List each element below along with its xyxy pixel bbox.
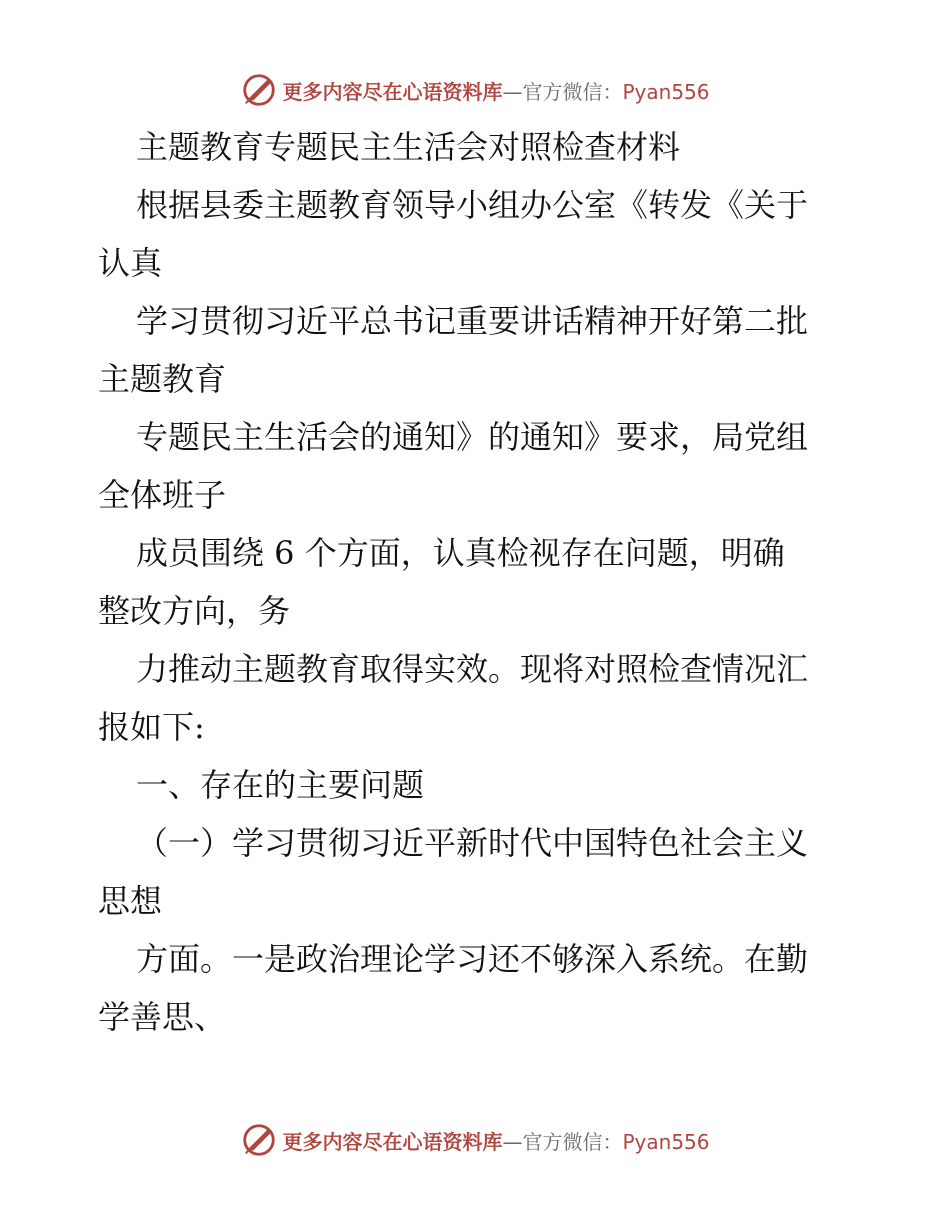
header-wechat-label: 官方微信： xyxy=(522,79,623,104)
header-dash: — xyxy=(502,79,523,104)
quill-logo-icon xyxy=(240,1121,278,1159)
footer-wechat-label: 官方微信： xyxy=(522,1129,623,1154)
text-line: 力推动主题教育取得实效。现将对照检查情况汇 xyxy=(136,650,809,688)
footer-wechat-id: Pyan556 xyxy=(622,1129,710,1154)
footer-banner xyxy=(0,1120,950,1160)
text-line: 报如下: xyxy=(98,708,205,746)
header-text xyxy=(282,76,709,105)
text-line: 专题民主生活会的通知》的通知》要求，局党组 xyxy=(136,418,809,456)
text-line: 一、存在的主要问题 xyxy=(136,766,425,804)
document-body xyxy=(98,118,858,1046)
header-banner xyxy=(0,70,950,110)
footer-dash: — xyxy=(502,1129,523,1154)
text-line: 根据县委主题教育领导小组办公室《转发《关于 xyxy=(136,186,809,224)
text-line: 全体班子 xyxy=(98,476,227,514)
text-line: （一）学习贯彻习近平新时代中国特色社会主义 xyxy=(136,824,809,862)
footer-brand: 更多内容尽在心语资料库 xyxy=(282,1129,503,1154)
text-line: 方面。一是政治理论学习还不够深入系统。在勤 xyxy=(136,940,809,978)
text-line: 主题教育 xyxy=(98,360,227,398)
footer-text xyxy=(282,1126,709,1155)
header-brand: 更多内容尽在心语资料库 xyxy=(282,79,503,104)
quill-logo-icon xyxy=(240,71,278,109)
text-line: 认真 xyxy=(98,244,163,282)
text-line: 思想 xyxy=(98,882,163,920)
text-line: 学习贯彻习近平总书记重要讲话精神开好第二批 xyxy=(136,302,809,340)
header-wechat-id: Pyan556 xyxy=(622,79,710,104)
text-line: 学善思、 xyxy=(98,998,227,1036)
text-line: 整改方向，务 xyxy=(98,592,291,630)
text-line: 成员围绕 6 个方面，认真检视存在问题，明确 xyxy=(136,534,785,572)
text-line: 主题教育专题民主生活会对照检查材料 xyxy=(136,128,681,166)
